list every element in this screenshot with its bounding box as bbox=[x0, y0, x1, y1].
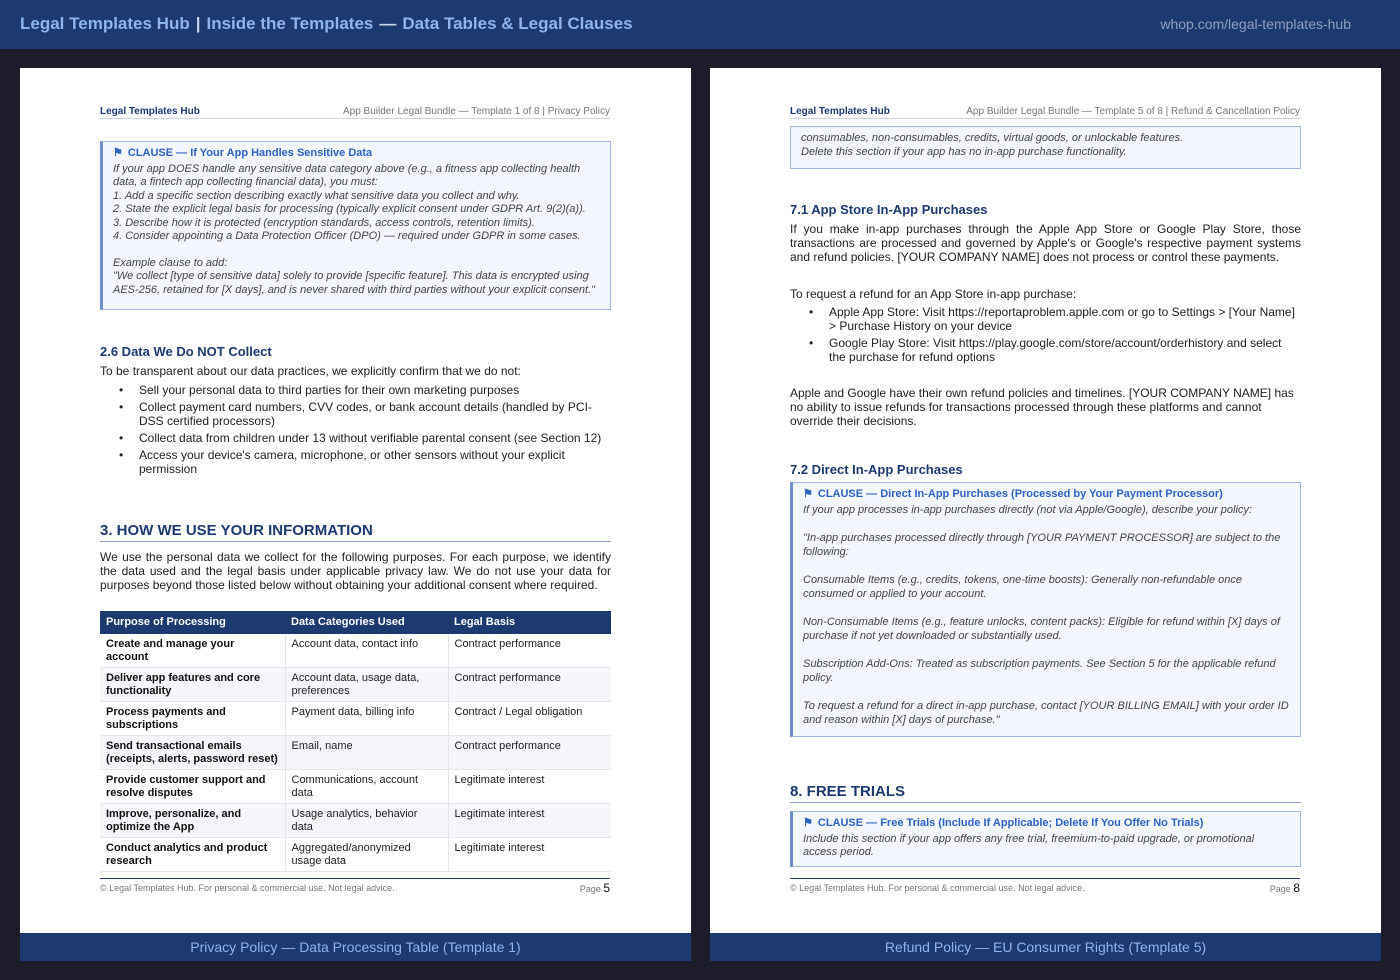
section-2-6-intro: To be transparent about our data practices, we explicitly confirm that we do not: bbox=[100, 364, 521, 378]
clause-title-text: CLAUSE — If Your App Handles Sensitive Data bbox=[127, 147, 373, 159]
page-number bbox=[1270, 881, 1300, 895]
list-item: • Collect payment card numbers, CVV codes, or bank account details (handled by PCI-DSS certified processors) bbox=[100, 400, 611, 428]
right-page-caption: Refund Policy — EU Consumer Rights (Template 5) bbox=[710, 933, 1381, 961]
list-item: • Access your device's camera, microphone, or other sensors without your explicit permission bbox=[100, 448, 611, 476]
header-title bbox=[20, 14, 633, 34]
page-label: Page bbox=[579, 884, 601, 894]
clause-title bbox=[803, 817, 1290, 831]
list-item: • Collect data from children under 13 without verifiable parental consent (see Section 12) bbox=[100, 431, 611, 445]
legal-basis-cell: Legitimate interest bbox=[448, 838, 611, 872]
clause-example-text: "We collect [type of sensitive data] solely to provide [specific feature]. This data is encrypted using AES-256, retained for [X days], and is never shared with third parties without your explicit consent." bbox=[113, 270, 596, 296]
clause-title-text: CLAUSE — Free Trials (Include If Applicable; Delete If You Offer No Trials) bbox=[817, 817, 1204, 829]
list-item: • Google Play Store: Visit https://play.google.com/store/account/orderhistory and select the purchase for refund options bbox=[790, 336, 1301, 364]
clause-line: consumables, non-consumables, credits, virtual goods, or unlockable features. bbox=[801, 132, 1184, 144]
purpose-cell: Provide customer support and resolve disputes bbox=[100, 770, 285, 804]
running-header bbox=[100, 106, 610, 119]
clause-line: 1. Add a specific section describing exactly what sensitive data you collect and why. bbox=[113, 189, 520, 202]
top-bar bbox=[0, 0, 1400, 49]
header-subtitle: Data Tables & Legal Clauses bbox=[402, 14, 633, 33]
purpose-cell: Process payments and subscriptions bbox=[100, 702, 285, 736]
left-document-page bbox=[20, 68, 691, 961]
section-3-heading: 3. HOW WE USE YOUR INFORMATION bbox=[100, 522, 611, 542]
clause-line: If your app DOES handle any sensitive data category above (e.g., a fitness app collecting health data, a fintech app collecting financial data), you must: bbox=[113, 162, 581, 188]
data-category-cell: Account data, usage data, preferences bbox=[285, 668, 448, 702]
clause-line: 4. Consider appointing a Data Protection Officer (DPO) — required under GDPR in some cases. bbox=[113, 230, 581, 242]
clause-title bbox=[803, 488, 1290, 502]
data-category-cell: Account data, contact info bbox=[285, 634, 448, 668]
flag-icon: ⚑ bbox=[113, 147, 123, 159]
legal-basis-cell: Contract / Legal obligation bbox=[448, 702, 611, 736]
header-section: Inside the Templates bbox=[206, 14, 374, 33]
legal-basis-cell: Legitimate interest bbox=[448, 804, 611, 838]
clause-paragraph: Non-Consumable Items (e.g., feature unlocks, content packs): Eligible for refund within [X] days of purchase if not yet downloaded or substantially used. bbox=[803, 616, 1280, 642]
clause-paragraph: To request a refund for a direct in-app purchase, contact [YOUR BILLING EMAIL] with your order ID and reason within [X] days of purchase." bbox=[803, 700, 1289, 726]
list-item: • Apple App Store: Visit https://reportaproblem.apple.com or go to Settings > [Your Name] > Purchase History on your device bbox=[790, 305, 1301, 333]
footer-copyright: © Legal Templates Hub. For personal & commercial use. Not legal advice. bbox=[790, 883, 1085, 893]
free-trials-clause-box bbox=[790, 811, 1301, 867]
continued-clause-box bbox=[790, 126, 1301, 169]
clause-title-text: CLAUSE — Direct In-App Purchases (Processed by Your Payment Processor) bbox=[817, 488, 1223, 500]
running-header-meta: App Builder Legal Bundle — Template 1 of 8 | Privacy Policy bbox=[342, 106, 610, 117]
page-label: Page bbox=[1269, 884, 1291, 894]
clause-text: Include this section if your app offers any free trial, freemium-to-paid upgrade, or promotional access period. bbox=[803, 832, 1255, 858]
not-collected-list bbox=[100, 383, 611, 479]
legal-basis-cell: Legitimate interest bbox=[448, 770, 611, 804]
table-row bbox=[100, 634, 611, 668]
data-category-cell: Aggregated/anonymized usage data bbox=[285, 838, 448, 872]
flag-icon: ⚑ bbox=[803, 488, 813, 500]
data-category-cell: Payment data, billing info bbox=[285, 702, 448, 736]
column-header: Legal Basis bbox=[448, 611, 611, 634]
purpose-cell: Send transactional emails (receipts, alerts, password reset) bbox=[100, 736, 285, 770]
data-category-cell: Usage analytics, behavior data bbox=[285, 804, 448, 838]
column-header: Data Categories Used bbox=[285, 611, 448, 634]
legal-basis-cell: Contract performance bbox=[448, 634, 611, 668]
footer-copyright: © Legal Templates Hub. For personal & commercial use. Not legal advice. bbox=[100, 883, 395, 893]
list-item: • Sell your personal data to third parties for their own marketing purposes bbox=[100, 383, 611, 397]
table-row bbox=[100, 668, 611, 702]
running-header-meta: App Builder Legal Bundle — Template 5 of 8 | Refund & Cancellation Policy bbox=[966, 106, 1300, 117]
data-processing-table bbox=[100, 611, 611, 872]
section-2-6-heading: 2.6 Data We Do NOT Collect bbox=[100, 344, 272, 359]
app-store-refund-list bbox=[790, 305, 1301, 367]
header-dash: — bbox=[379, 14, 397, 33]
table-row bbox=[100, 770, 611, 804]
purpose-cell: Deliver app features and core functionality bbox=[100, 668, 285, 702]
sensitive-data-clause-box bbox=[100, 141, 611, 310]
table-row bbox=[100, 804, 611, 838]
section-7-1-para: If you make in-app purchases through the Apple App Store or Google Play Store, those transactions are processed and governed by Apple's or Google's respective payment systems and refund policies. [YOUR COMPANY NAME] does not process or control these payments. bbox=[790, 222, 1301, 264]
clause-title bbox=[113, 147, 600, 161]
section-7-1-heading: 7.1 App Store In-App Purchases bbox=[790, 202, 988, 217]
running-header bbox=[790, 106, 1300, 119]
running-header-brand: Legal Templates Hub bbox=[790, 106, 890, 117]
header-url[interactable]: whop.com/legal-templates-hub bbox=[1160, 16, 1351, 32]
clause-line: 3. Describe how it is protected (encryption standards, access controls, retention limits). bbox=[113, 216, 535, 229]
column-header: Purpose of Processing bbox=[100, 611, 285, 634]
section-7-2-heading: 7.2 Direct In-App Purchases bbox=[790, 462, 963, 477]
clause-example-label: Example clause to add: bbox=[113, 256, 228, 269]
flag-icon: ⚑ bbox=[803, 817, 813, 829]
table-row bbox=[100, 736, 611, 770]
section-7-1-policy-note: Apple and Google have their own refund policies and timelines. [YOUR COMPANY NAME] has no ability to issue refunds for transactions processed through these platforms and cannot override their decisions. bbox=[790, 386, 1294, 428]
page-number bbox=[580, 881, 610, 895]
page-footer bbox=[100, 878, 610, 895]
table-header-row bbox=[100, 611, 611, 634]
legal-basis-cell: Contract performance bbox=[448, 736, 611, 770]
left-page-caption: Privacy Policy — Data Processing Table (Template 1) bbox=[20, 933, 691, 961]
page-number-value: 5 bbox=[603, 881, 610, 895]
clause-paragraph: "In-app purchases processed directly through [YOUR PAYMENT PROCESSOR] are subject to the following: bbox=[803, 532, 1281, 558]
page-number-value: 8 bbox=[1293, 881, 1300, 895]
clause-paragraph: Subscription Add-Ons: Treated as subscription payments. See Section 5 for the applicable refund policy. bbox=[803, 658, 1276, 684]
direct-purchases-clause-box bbox=[790, 482, 1301, 737]
header-separator: | bbox=[195, 14, 201, 33]
section-8-heading: 8. FREE TRIALS bbox=[790, 783, 1301, 803]
clause-line: Delete this section if your app has no in-app purchase functionality. bbox=[801, 145, 1127, 158]
table-row bbox=[100, 838, 611, 872]
clause-intro: If your app processes in-app purchases directly (not via Apple/Google), describe your policy: bbox=[803, 503, 1252, 516]
brand-name: Legal Templates Hub bbox=[20, 14, 190, 33]
purpose-cell: Create and manage your account bbox=[100, 634, 285, 668]
legal-basis-cell: Contract performance bbox=[448, 668, 611, 702]
section-3-intro: We use the personal data we collect for the following purposes. For each purpose, we identify the data used and the legal basis under applicable privacy law. We do not use your data for purposes beyond those listed below without obtaining your additional consent where required. bbox=[100, 550, 611, 592]
running-header-brand: Legal Templates Hub bbox=[100, 106, 200, 117]
section-7-1-refund-intro: To request a refund for an App Store in-app purchase: bbox=[790, 287, 1077, 301]
purpose-cell: Conduct analytics and product research bbox=[100, 838, 285, 872]
purpose-cell: Improve, personalize, and optimize the App bbox=[100, 804, 285, 838]
clause-line: 2. State the explicit legal basis for processing (typically explicit consent under GDPR Art. 9(2)(a)). bbox=[113, 203, 586, 215]
data-category-cell: Email, name bbox=[285, 736, 448, 770]
table-row bbox=[100, 702, 611, 736]
page-footer bbox=[790, 878, 1300, 895]
data-category-cell: Communications, account data bbox=[285, 770, 448, 804]
right-document-page bbox=[710, 68, 1381, 961]
clause-paragraph: Consumable Items (e.g., credits, tokens, one-time boosts): Generally non-refundable once consumed or applied to your account. bbox=[803, 574, 1243, 600]
